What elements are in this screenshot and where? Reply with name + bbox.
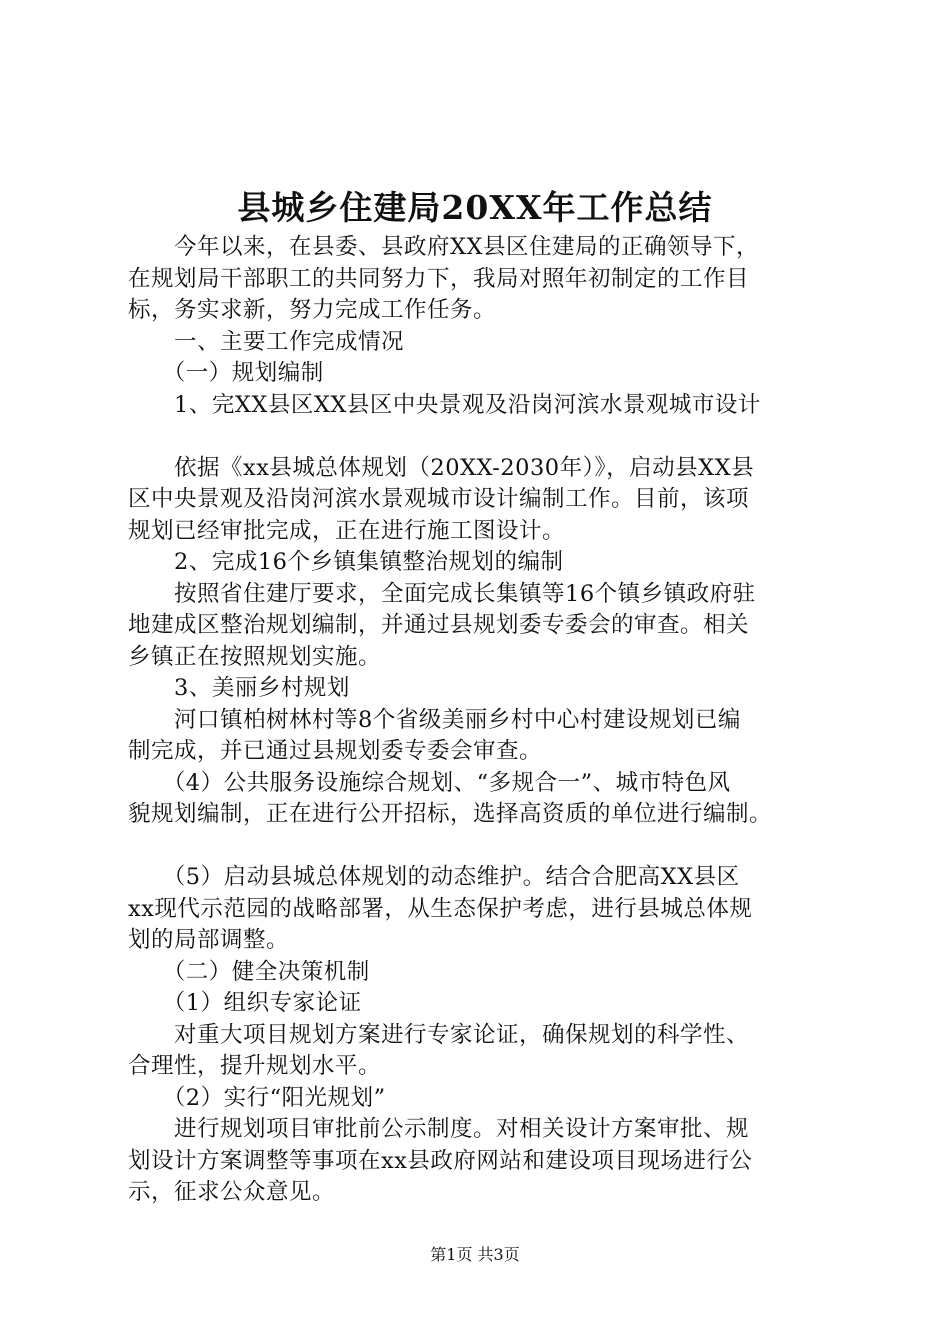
text-line: 按照省住建厅要求，全面完成长集镇等16个镇乡镇政府驻 bbox=[128, 580, 756, 607]
blank-line bbox=[128, 831, 836, 863]
text-line: 2、完成16个乡镇集镇整治规划的编制 bbox=[128, 549, 564, 575]
text-line: 今年以来，在县委、县政府XX县区住建局的正确领导下， bbox=[128, 234, 760, 260]
text-line: 1、完XX县区XX县区中央景观及沿岗河滨水景观城市设计 bbox=[128, 391, 761, 418]
text-line: 3、美丽乡村规划 bbox=[128, 675, 350, 701]
blank-line bbox=[128, 421, 836, 453]
text-line: （4）公共服务设施综合规划、“多规合一”、城市特色风 bbox=[128, 769, 731, 796]
text-line: 规划已经审批完成，正在进行施工图设计。 bbox=[128, 517, 566, 544]
page-footer: 第1页 共3页 bbox=[430, 1245, 520, 1264]
text-line: 在规划局干部职工的共同努力下，我局对照年初制定的工作目 bbox=[128, 265, 750, 292]
text-line: 区中央景观及沿岗河滨水景观城市设计编制工作。目前，该项 bbox=[128, 486, 750, 512]
document-title: 县城乡住建局20XX年工作总结 bbox=[237, 188, 713, 227]
text-line: 河口镇柏树林村等8个省级美丽乡村中心村建设规划已编 bbox=[128, 706, 741, 733]
text-line: 貌规划编制，正在进行公开招标，选择高资质的单位进行编制。 bbox=[128, 801, 773, 827]
text-line: （一）规划编制 bbox=[128, 360, 324, 386]
document-body bbox=[128, 232, 836, 1209]
text-line: 示，征求公众意见。 bbox=[128, 1179, 336, 1205]
text-line: 乡镇正在按照规划实施。 bbox=[128, 643, 382, 670]
text-line: 划的局部调整。 bbox=[128, 927, 290, 953]
text-line: 划设计方案调整等事项在xx县政府网站和建设项目现场进行公 bbox=[128, 1147, 753, 1174]
text-line: 制完成，并已通过县规划委专委会审查。 bbox=[128, 738, 543, 764]
text-line: （2）实行“阳光规划” bbox=[128, 1084, 386, 1111]
text-line: 地建成区整治规划编制，并通过县规划委专委会的审查。相关 bbox=[128, 612, 750, 638]
text-line: xx现代示范园的战略部署，从生态保护考虑，进行县城总体规 bbox=[128, 895, 753, 922]
text-line: （5）启动县城总体规划的动态维护。结合合肥高XX县区 bbox=[128, 864, 740, 890]
text-line: 对重大项目规划方案进行专家论证，确保规划的科学性、 bbox=[128, 1021, 750, 1048]
text-line: （二）健全决策机制 bbox=[128, 958, 370, 985]
text-line: 一、主要工作完成情况 bbox=[128, 328, 405, 355]
text-line: 依据《xx县城总体规划（20XX-2030年）》，启动县XX县 bbox=[128, 454, 755, 481]
text-line: 合理性，提升规划水平。 bbox=[128, 1053, 382, 1079]
text-line: 标，务实求新，努力完成工作任务。 bbox=[128, 297, 497, 323]
text-line: （1）组织专家论证 bbox=[128, 990, 362, 1016]
text-line: 进行规划项目审批前公示制度。对相关设计方案审批、规 bbox=[128, 1116, 750, 1142]
